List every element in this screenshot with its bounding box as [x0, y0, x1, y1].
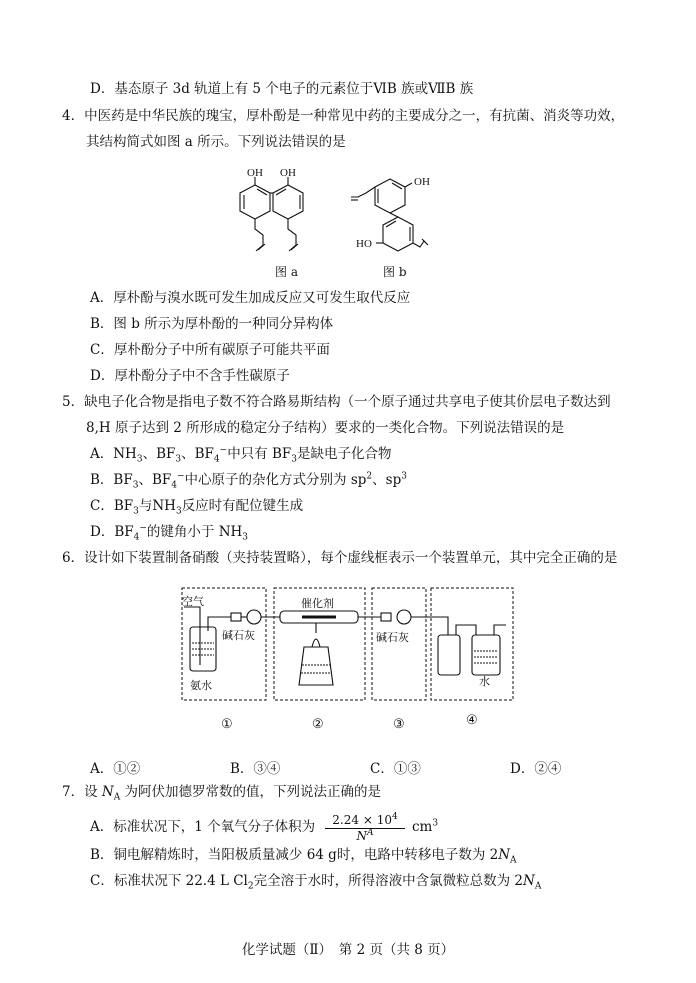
label-ammonia-water: 氨水 — [190, 680, 212, 692]
unit-4-bottle-2 — [472, 635, 500, 675]
q4-option-a: A．厚朴酚与溴水既可发生加成反应又可发生取代反应 — [90, 290, 411, 306]
unit-label-3: ③ — [393, 717, 405, 732]
oh-label-a1: OH — [247, 167, 263, 179]
label-air: 空气 — [182, 596, 204, 608]
q4-option-b: B．图 b 所示为厚朴酚的一种同分异构体 — [90, 316, 334, 332]
oh-label-b1: OH — [414, 176, 430, 188]
q7-option-c: C．标准状况下 22.4 L $Cl_2$完全溶于水时，所得溶液中含氯微粒总数为 $2N_A$ — [90, 873, 542, 892]
unit-label-1: ① — [221, 717, 233, 732]
q3-option-d: D．基态原子 3d 轨道上有 5 个电子的元素位于ⅥB 族或ⅦB 族 — [90, 81, 474, 97]
label-soda-lime-1: 碱石灰 — [222, 630, 255, 642]
q5-option-a: A．$NH_3$、$BF_3$、$BF_4^-$中只有 $BF_3$是缺电子化合物 — [90, 445, 392, 465]
apparatus-diagram — [176, 585, 518, 705]
q4-option-c: C．厚朴酚分子中所有碳原子可能共平面 — [90, 342, 330, 358]
label-catalyst: 催化剂 — [301, 598, 334, 610]
page-footer: 化学试题（Ⅱ） 第 2 页（共 8 页） — [241, 942, 455, 958]
figure-a-label: 图 a — [275, 265, 298, 279]
q7-option-a-unit: $cm^3$ — [412, 818, 439, 835]
q7-option-b: B．铜电解精炼时，当阳极质量减少 64 g时，电路中转移电子数为 $2N_A$ — [90, 847, 517, 866]
q7-stem: 7．设 $N_A$ 为阿伏加德罗常数的值，下列说法正确的是 — [62, 784, 381, 803]
q7-option-a-text: A．标准状况下，1 个氧气分子体积为 — [90, 819, 316, 835]
structure-figures — [230, 165, 430, 265]
figure-b-label: 图 b — [383, 265, 407, 279]
burner — [299, 647, 333, 685]
q6-choice-d: D．②④ — [510, 761, 562, 777]
unit-label-2: ② — [312, 717, 324, 732]
q6-choice-b: B．③④ — [230, 761, 281, 777]
unit-3-box — [372, 588, 426, 700]
label-soda-lime-2: 碱石灰 — [376, 632, 409, 644]
q4-option-d: D．厚朴酚分子中不含手性碳原子 — [90, 368, 290, 384]
q5-stem-line2: 8,H 原子达到 2 所形成的稳定分子结构）要求的一类化合物。下列说法错误的是 — [86, 420, 565, 436]
structure-a — [240, 177, 303, 251]
q5-option-c: C．$BF_3$与$NH_3$反应时有配位键生成 — [90, 498, 304, 517]
q4-stem-line1: 4．中医药是中华民族的瑰宝，厚朴酚是一种常见中药的主要成分之一，有抗菌、消炎等功效， — [62, 108, 625, 124]
q6-choice-a: A．①② — [90, 761, 141, 777]
q6-stem: 6．设计如下装置制备硝酸（夹持装置略），每个虚线框表示一个装置单元，其中完全正确的是 — [62, 550, 618, 566]
unit-label-4: ④ — [466, 713, 478, 728]
unit-4-bottle-1 — [438, 635, 460, 675]
q5-option-b: B．$BF_3$、$BF_4^-$中心原子的杂化方式分别为 $sp^2$、$sp^3$ — [90, 471, 407, 491]
ho-label-b2: HO — [356, 238, 372, 250]
q4-stem-line2: 其结构简式如图 a 所示。下列说法错误的是 — [86, 134, 346, 150]
label-water: 水 — [479, 676, 490, 688]
q5-option-d: D．$BF_4^-$的键角小于 $NH_3$ — [90, 523, 249, 543]
q6-choice-c: C．①③ — [370, 761, 421, 777]
q7-option-a-fraction: $\frac{2.24 \times 10^4}{N^A}$ — [325, 813, 405, 843]
q5-stem-line1: 5．缺电子化合物是指电子数不符合路易斯结构（一个原子通过共享电子使其价层电子数达到 — [62, 394, 611, 410]
oh-label-a2: OH — [280, 167, 296, 179]
